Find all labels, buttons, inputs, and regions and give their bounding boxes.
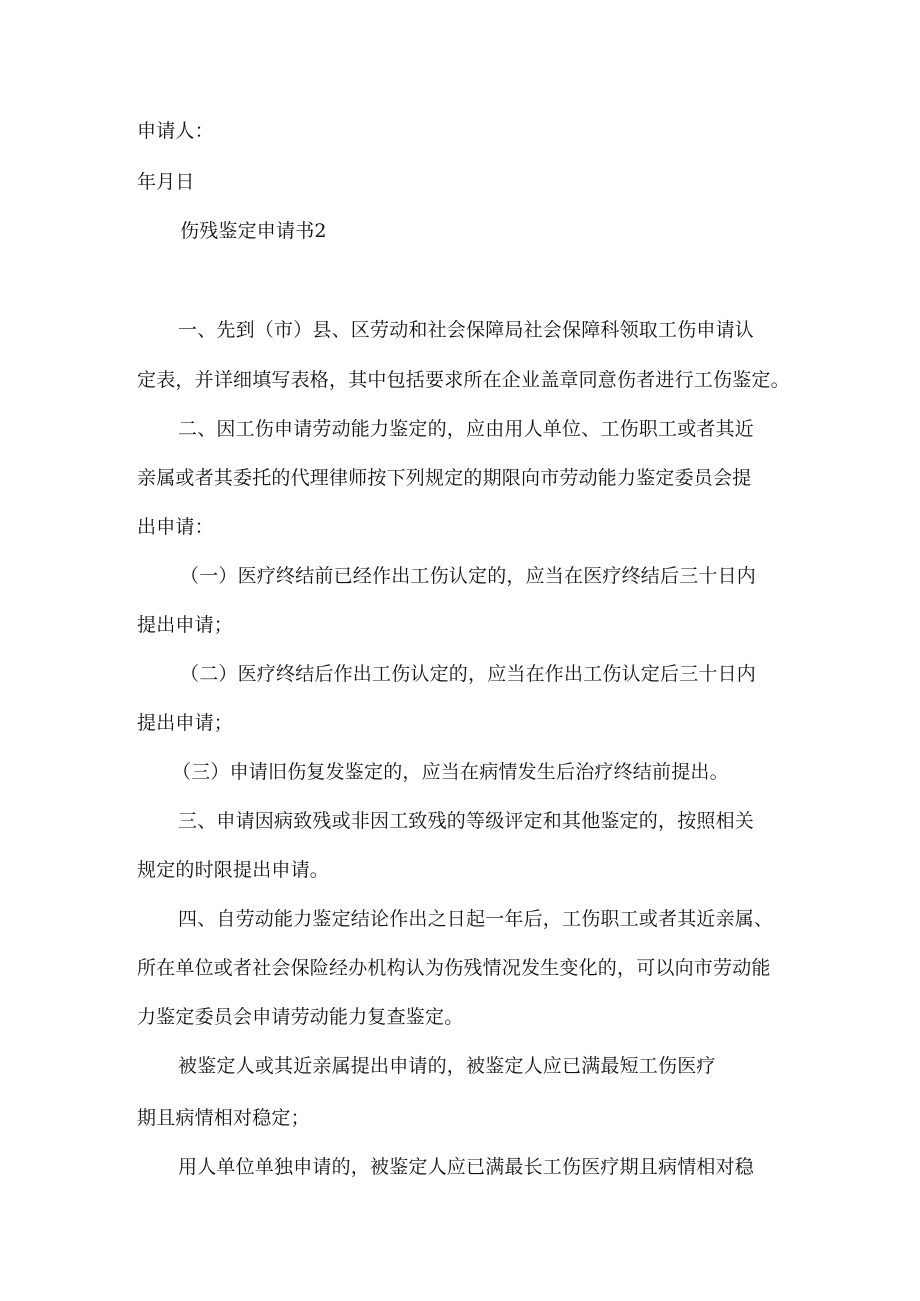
document-title: 伤残鉴定申请书2 [180,220,327,242]
date-label: 年月日 [137,171,195,193]
paragraph-7-line-3: 力鉴定委员会申请劳动能力复查鉴定。 [137,1006,464,1028]
paragraph-4-line-1: （二）医疗终结后作出工伤认定的，应当在作出工伤认定后三十日内 [180,663,757,685]
paragraph-2-line-1: 二、因工伤申请劳动能力鉴定的，应由用人单位、工伤职工或者其近 [178,418,755,440]
paragraph-6-line-2: 规定的时限提出申请。 [137,859,330,881]
paragraph-2-line-2: 亲属或者其委托的代理律师按下列规定的期限向市劳动能力鉴定委员会提 [137,467,752,489]
paragraph-6-line-1: 三、申请因病致残或非因工致残的等级评定和其他鉴定的，按照相关 [178,810,755,832]
paragraph-8-line-1: 被鉴定人或其近亲属提出申请的，被鉴定人应已满最短工伤医疗 [178,1055,716,1077]
paragraph-3-line-2: 提出申请； [137,614,234,636]
applicant-label: 申请人： [137,120,214,142]
paragraph-7-line-2: 所在单位或者社会保险经办机构认为伤残情况发生变化的，可以向市劳动能 [137,957,771,979]
paragraph-7-line-1: 四、自劳动能力鉴定结论作出之日起一年后，工伤职工或者其近亲属、 [178,908,774,930]
paragraph-5-line-1: （三）申请旧伤复发鉴定的，应当在病情发生后治疗终结前提出。 [172,761,729,783]
paragraph-10-line-1: 用人单位单独申请的，被鉴定人应已满最长工伤医疗期且病情相对稳 [178,1156,755,1178]
paragraph-2-line-3: 出申请： [137,516,214,538]
paragraph-1-line-2: 定表，并详细填写表格，其中包括要求所在企业盖章同意伤者进行工伤鉴定。 [137,369,790,391]
paragraph-4-line-2: 提出申请； [137,712,234,734]
paragraph-9-line-1: 期且病情相对稳定； [137,1107,310,1129]
paragraph-1-line-1: 一、先到（市）县、区劳动和社会保障局社会保障科领取工伤申请认 [178,319,755,341]
paragraph-3-line-1: （一）医疗终结前已经作出工伤认定的，应当在医疗终结后三十日内 [180,565,757,587]
